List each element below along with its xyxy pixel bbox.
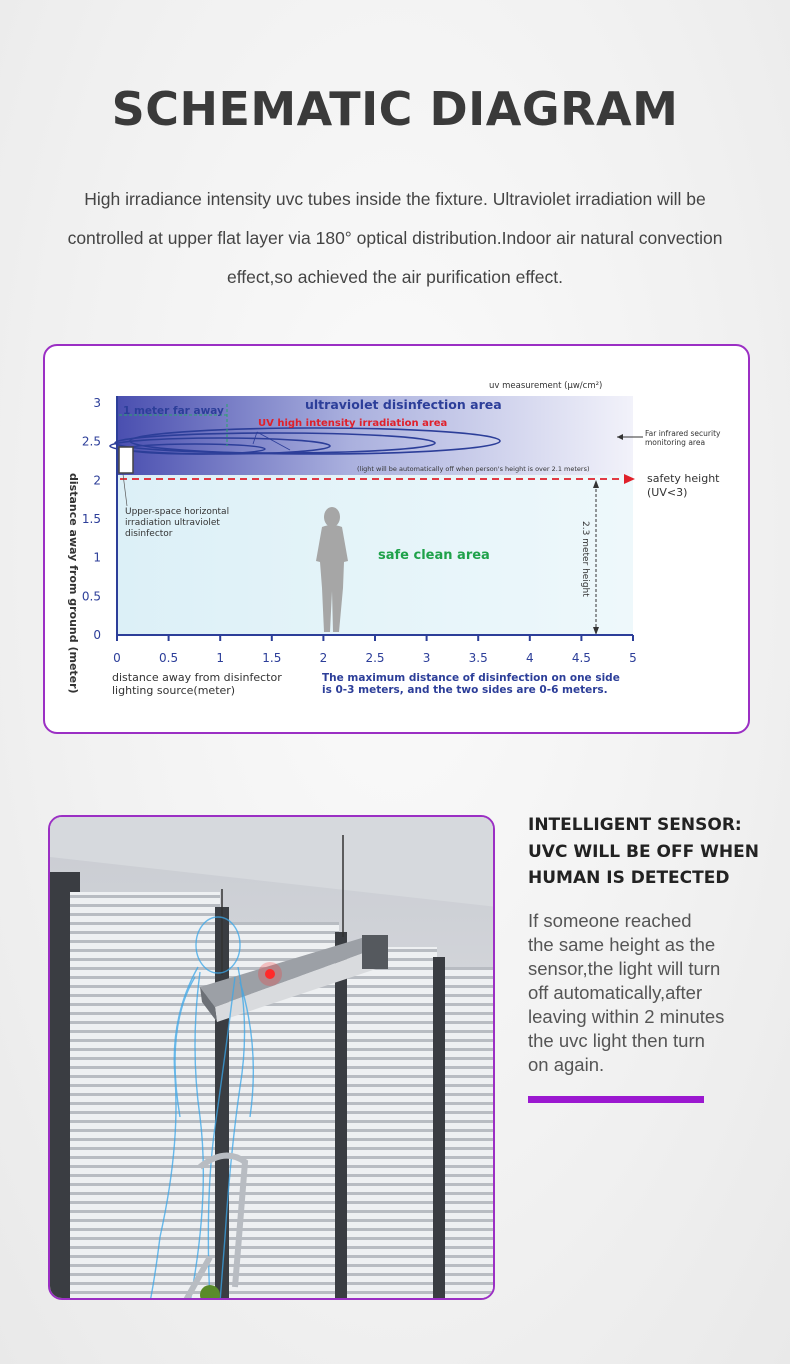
- x-axis-label-1: distance away from disinfector: [112, 671, 282, 684]
- disinfector-label-3: disinfector: [125, 529, 173, 539]
- meter-height-label: 2.3 meter height: [580, 521, 590, 597]
- sensor-heading-line: HUMAN IS DETECTED: [528, 868, 730, 888]
- sensor-heading-line: UVC WILL BE OFF WHEN: [528, 841, 759, 862]
- x-tick-label: 2.5: [365, 651, 385, 665]
- x-tick-label: 4: [525, 651, 534, 665]
- disinfector-fixture: [119, 447, 133, 473]
- sensor-description-line: If someone reached: [528, 910, 692, 931]
- auto-off-note: (light will be automatically off when person's height is over 2.1 meters): [357, 465, 590, 473]
- sensor-description-line: leaving within 2 minutes: [528, 1006, 725, 1027]
- safety-height-label-1: safety height: [647, 472, 720, 485]
- y-tick-label: 2: [93, 473, 101, 488]
- y-tick-label: 2.5: [81, 434, 101, 449]
- ceiling-lamp-scene: [50, 817, 495, 1300]
- x-tick-label: 5: [629, 651, 637, 665]
- accent-divider: [528, 1096, 704, 1103]
- far-infrared-label-1: Far infrared security: [645, 429, 721, 438]
- x-tick-label: 1.5: [262, 651, 282, 665]
- schematic-diagram: [45, 346, 750, 734]
- y-tick-label: 1: [93, 550, 101, 565]
- max-distance-label-1: The maximum distance of disinfection on one side: [322, 672, 620, 684]
- uv-measurement-label: uv measurement (μw/cm²): [489, 381, 603, 391]
- product-photo: [48, 815, 495, 1300]
- disinfector-label-1: Upper-space horizontal: [125, 507, 230, 517]
- x-tick-label: 0: [113, 651, 121, 665]
- far-infrared-label-2: monitoring area: [645, 438, 706, 447]
- sensor-description-line: the uvc light then turn: [528, 1030, 705, 1051]
- disinfector-label-2: irradiation ultraviolet: [125, 518, 220, 528]
- safe-zone: [118, 475, 633, 635]
- y-tick-label: 1.5: [81, 512, 101, 526]
- uv-area-label: ultraviolet disinfection area: [305, 397, 502, 412]
- safety-height-label-2: (UV<3): [647, 486, 688, 499]
- sensor-heading-line: INTELLIGENT SENSOR:: [528, 815, 742, 835]
- sensor-description: [528, 909, 768, 1077]
- x-tick-label: 3.5: [468, 651, 488, 665]
- x-tick-label: 3: [422, 651, 431, 665]
- y-axis-label: distance away from ground (meter): [67, 473, 80, 694]
- uv-high-label: UV high intensity irradiation area: [258, 418, 448, 429]
- x-tick-label: 2: [319, 651, 328, 665]
- intro-paragraph: High irradiance intensity uvc tubes inside the fixture. Ultraviolet irradiation will be controlled at upper flat layer via 180° optical distribution.Indoor air natural convection effect,so achieved the air purification effect.: [67, 189, 723, 287]
- max-distance-label-2: is 0-3 meters, and the two sides are 0-6 meters.: [322, 684, 608, 696]
- sensor-description-line: off automatically,after: [528, 982, 703, 1003]
- y-tick-label: 0: [93, 628, 101, 642]
- sensor-description-line: the same height as the: [528, 934, 716, 955]
- x-ticks: [113, 635, 637, 665]
- schematic-diagram-card: [43, 344, 750, 734]
- one-meter-label: 1 meter far away: [123, 405, 224, 417]
- safe-area-label: safe clean area: [378, 548, 490, 563]
- x-tick-label: 1: [216, 651, 225, 665]
- x-tick-label: 0.5: [159, 651, 179, 665]
- y-tick-label: 3: [93, 396, 101, 410]
- y-ticks: [82, 396, 101, 642]
- sensor-description-line: sensor,the light will turn: [528, 958, 721, 979]
- x-axis-label-2: lighting source(meter): [112, 684, 236, 697]
- page-title: SCHEMATIC DIAGRAM: [111, 82, 679, 136]
- sensor-description-line: on again.: [528, 1054, 605, 1075]
- sensor-heading: [528, 812, 768, 892]
- x-tick-label: 4.5: [571, 651, 591, 665]
- y-tick-label: 0.5: [81, 589, 101, 604]
